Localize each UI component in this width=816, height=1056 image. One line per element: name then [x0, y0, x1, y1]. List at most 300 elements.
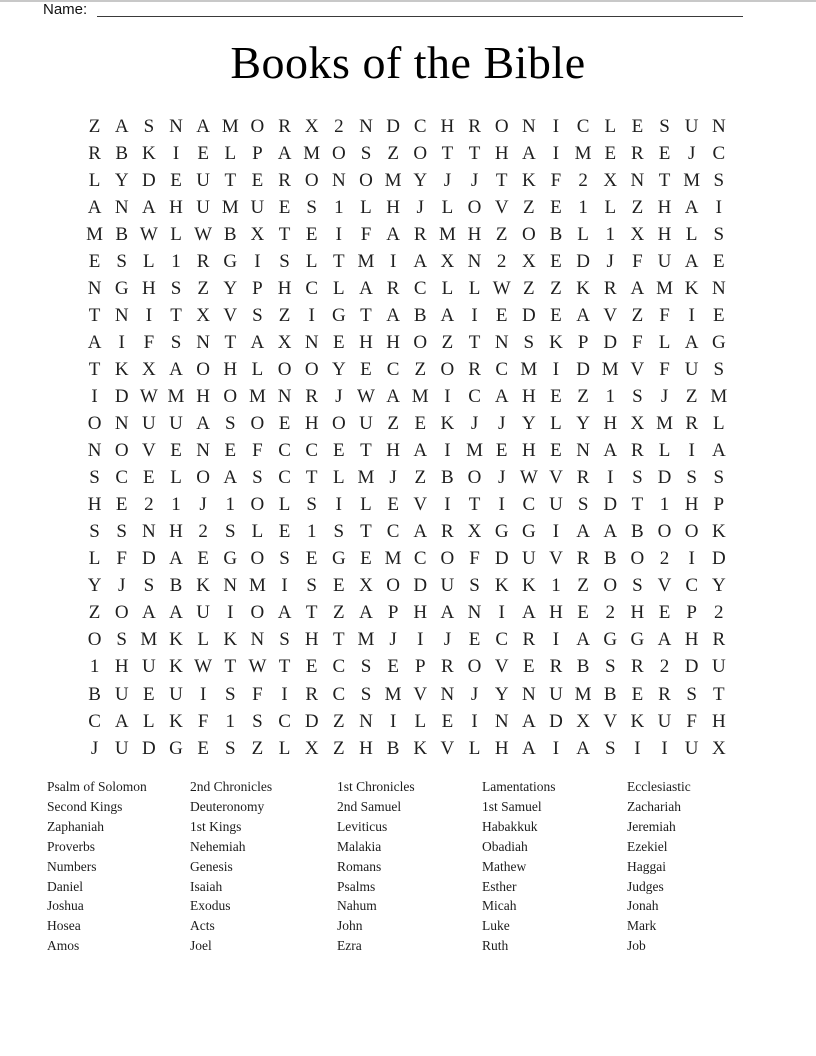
grid-cell: G — [223, 548, 238, 570]
grid-cell: R — [576, 467, 590, 489]
grid-cell: D — [576, 358, 590, 380]
grid-cell: A — [114, 710, 129, 732]
grid-cell: B — [223, 223, 237, 245]
grid-cell: D — [657, 467, 672, 489]
grid-cell: X — [521, 250, 536, 272]
grid-cell: G — [711, 331, 726, 353]
grid-cell: J — [416, 196, 424, 218]
grid-cell: F — [550, 169, 562, 191]
grid-cell: B — [549, 223, 563, 245]
grid-cell: V — [657, 575, 672, 597]
grid-cell: K — [141, 142, 156, 164]
grid-cell: J — [470, 683, 479, 705]
grid-cell: R — [305, 683, 319, 705]
grid-cell: D — [494, 548, 509, 570]
grid-cell: F — [252, 440, 263, 462]
grid-cell: J — [470, 169, 479, 191]
grid-cell: S — [143, 115, 155, 137]
grid-cell: E — [387, 494, 399, 516]
grid-cell: K — [521, 169, 536, 191]
grid-cell: U — [549, 683, 563, 705]
word-list-column — [482, 777, 555, 956]
grid-cell: I — [308, 304, 315, 326]
grid-cell: K — [114, 358, 129, 380]
grid-cell: P — [713, 494, 725, 516]
grid-cell: D — [684, 656, 699, 678]
grid-cell: L — [88, 548, 101, 570]
word-list-item: Jonah — [627, 898, 659, 914]
grid-cell: E — [550, 196, 562, 218]
word-list-item: Esther — [482, 878, 517, 894]
name-fill-in-line[interactable] — [97, 16, 743, 17]
grid-cell: M — [466, 440, 483, 462]
grid-cell: O — [440, 548, 455, 570]
grid-cell: U — [684, 358, 699, 380]
grid-cell: L — [441, 196, 454, 218]
grid-cell: I — [634, 737, 641, 759]
grid-cell: W — [357, 385, 375, 407]
grid-cell: E — [523, 656, 535, 678]
grid-cell: O — [250, 548, 265, 570]
grid-cell: S — [306, 196, 317, 218]
word-list-item: 1st Kings — [190, 818, 242, 834]
grid-cell: A — [386, 304, 400, 326]
grid-cell: R — [441, 656, 454, 678]
grid-cell: R — [603, 277, 617, 299]
word-list-item: Job — [627, 938, 646, 954]
grid-cell: A — [277, 602, 292, 624]
grid-cell: N — [467, 250, 482, 272]
grid-cell: M — [248, 385, 266, 407]
grid-cell: X — [359, 575, 373, 597]
grid-cell: U — [711, 656, 726, 678]
grid-cell: A — [440, 304, 455, 326]
grid-cell: O — [413, 142, 428, 164]
grid-cell: A — [684, 196, 699, 218]
grid-cell: L — [88, 169, 101, 191]
grid-cell: I — [552, 521, 560, 543]
grid-cell: B — [115, 223, 129, 245]
grid-cell: W — [139, 385, 158, 407]
grid-cell: E — [550, 440, 562, 462]
grid-cell: L — [224, 142, 237, 164]
grid-cell: R — [468, 358, 481, 380]
grid-cell: R — [631, 656, 644, 678]
word-list-item: Mark — [627, 918, 657, 934]
grid-cell: J — [606, 250, 614, 272]
grid-cell: L — [251, 358, 264, 380]
grid-cell: A — [413, 440, 428, 462]
grid-cell: 2 — [198, 521, 208, 543]
grid-cell: R — [305, 385, 319, 407]
grid-cell: Z — [523, 277, 535, 299]
word-list-item: Lamentations — [482, 779, 556, 794]
grid-cell: H — [494, 737, 509, 759]
grid-cell: K — [630, 710, 645, 732]
grid-cell: O — [494, 115, 509, 137]
grid-cell: U — [684, 737, 699, 759]
grid-cell: O — [250, 115, 265, 137]
grid-cell: B — [603, 683, 617, 705]
grid-cell: A — [413, 250, 428, 272]
grid-cell: E — [387, 656, 399, 678]
grid-cell: O — [521, 223, 536, 245]
grid-cell: C — [522, 494, 536, 516]
grid-cell: Z — [495, 223, 508, 245]
grid-cell: K — [576, 277, 590, 299]
grid-cell: D — [141, 737, 156, 759]
grid-cell: M — [384, 683, 402, 705]
grid-cell: X — [277, 331, 292, 353]
grid-cell: A — [87, 196, 102, 218]
grid-cell: S — [224, 737, 236, 759]
grid-cell: H — [277, 277, 292, 299]
grid-cell: A — [413, 521, 428, 543]
grid-cell: N — [114, 196, 129, 218]
grid-cell: O — [440, 358, 455, 380]
grid-cell: S — [170, 331, 182, 353]
grid-cell: I — [471, 710, 478, 732]
grid-cell: L — [360, 196, 372, 218]
grid-cell: E — [333, 440, 345, 462]
grid-cell: Z — [631, 304, 644, 326]
grid-cell: L — [251, 521, 264, 543]
word-list-item: Joel — [190, 938, 212, 954]
grid-cell: U — [521, 548, 536, 570]
grid-cell: 1 — [551, 575, 561, 597]
grid-cell: S — [306, 575, 317, 597]
grid-cell: E — [197, 548, 209, 570]
grid-cell: O — [87, 629, 102, 651]
grid-cell: C — [278, 710, 291, 732]
grid-cell: C — [495, 629, 509, 651]
grid-cell: 1 — [171, 494, 181, 516]
grid-cell: K — [711, 521, 726, 543]
grid-cell: H — [169, 521, 183, 543]
page-title: Books of the Bible — [230, 37, 586, 88]
grid-cell: J — [90, 737, 99, 759]
grid-cell: M — [221, 196, 239, 218]
word-list-item: John — [337, 918, 363, 934]
grid-cell: M — [601, 358, 619, 380]
grid-cell: D — [711, 548, 726, 570]
grid-cell: C — [712, 142, 726, 164]
grid-cell: S — [713, 169, 725, 191]
grid-cell: S — [577, 494, 589, 516]
grid-cell: V — [603, 304, 618, 326]
grid-cell: I — [172, 142, 180, 164]
grid-cell: E — [224, 440, 237, 462]
grid-cell: A — [277, 142, 292, 164]
grid-cell: L — [550, 413, 562, 435]
grid-cell: I — [417, 629, 424, 651]
word-list-item: Malakia — [337, 838, 382, 854]
grid-cell: N — [87, 277, 102, 299]
grid-cell: E — [143, 683, 155, 705]
grid-cell: K — [521, 575, 536, 597]
grid-cell: S — [252, 304, 263, 326]
grid-cell: S — [252, 467, 263, 489]
grid-cell: E — [115, 494, 128, 516]
grid-cell: I — [199, 683, 207, 705]
grid-cell: O — [304, 358, 319, 380]
grid-cell: I — [254, 250, 261, 272]
grid-cell: S — [632, 385, 643, 407]
grid-cell: A — [440, 602, 455, 624]
grid-cell: Z — [88, 115, 101, 137]
grid-cell: L — [305, 250, 318, 272]
grid-cell: D — [304, 710, 319, 732]
grid-cell: D — [141, 169, 156, 191]
grid-cell: C — [685, 575, 698, 597]
grid-cell: B — [441, 467, 454, 489]
word-list-column — [627, 777, 691, 956]
grid-cell: X — [576, 710, 590, 732]
grid-cell: W — [519, 467, 538, 489]
grid-cell: G — [169, 737, 183, 759]
grid-cell: A — [630, 277, 645, 299]
grid-cell: L — [170, 223, 182, 245]
grid-cell: S — [116, 250, 127, 272]
grid-cell: B — [603, 548, 617, 570]
grid-cell: Y — [87, 575, 102, 597]
grid-cell: L — [658, 440, 671, 462]
grid-cell: J — [389, 467, 397, 489]
grid-cell: Z — [387, 413, 399, 435]
grid-cell: S — [604, 737, 616, 759]
grid-cell: E — [197, 142, 209, 164]
grid-cell: Z — [278, 304, 291, 326]
grid-cell: Z — [333, 602, 345, 624]
grid-cell: 2 — [578, 169, 588, 191]
grid-cell: L — [333, 467, 345, 489]
grid-cell: I — [607, 467, 614, 489]
grid-cell: H — [386, 196, 400, 218]
word-list-column — [337, 777, 415, 956]
grid-cell: I — [552, 737, 560, 759]
grid-cell: S — [360, 683, 372, 705]
grid-cell: A — [169, 548, 183, 570]
grid-cell: U — [141, 656, 156, 678]
grid-cell: V — [603, 710, 618, 732]
grid-cell: 2 — [659, 656, 670, 678]
grid-cell: N — [196, 331, 210, 353]
grid-cell: F — [632, 250, 643, 272]
grid-cell: T — [631, 494, 644, 516]
grid-cell: C — [413, 115, 427, 137]
grid-cell: O — [467, 196, 482, 218]
grid-cell: B — [413, 304, 427, 326]
grid-cell: H — [521, 385, 536, 407]
grid-cell: O — [359, 169, 373, 191]
grid-cell: T — [468, 331, 481, 353]
grid-cell: N — [114, 304, 129, 326]
word-list-item: Second Kings — [47, 798, 123, 814]
grid-cell: I — [552, 358, 560, 380]
grid-cell: O — [250, 413, 265, 435]
grid-cell: L — [577, 223, 589, 245]
grid-cell: N — [223, 575, 238, 597]
grid-cell: A — [494, 385, 509, 407]
word-list-item: Daniel — [47, 878, 83, 894]
grid-cell: C — [332, 656, 346, 678]
grid-cell: I — [91, 385, 98, 407]
grid-cell: O — [603, 575, 618, 597]
grid-cell: M — [86, 223, 104, 245]
grid-cell: A — [169, 358, 183, 380]
grid-cell: H — [304, 629, 319, 651]
grid-cell: N — [196, 440, 210, 462]
grid-cell: I — [281, 575, 288, 597]
word-list-item: Exodus — [190, 898, 231, 914]
grid-cell: A — [684, 331, 699, 353]
grid-cell: L — [197, 629, 209, 651]
word-list-item: Micah — [482, 898, 517, 914]
grid-cell: H — [169, 196, 183, 218]
grid-cell: 1 — [334, 196, 344, 218]
grid-cell: A — [576, 304, 590, 326]
grid-cell: J — [687, 142, 696, 164]
word-list-item: Acts — [190, 918, 215, 934]
grid-cell: N — [87, 440, 102, 462]
grid-cell: X — [196, 304, 210, 326]
grid-cell: G — [521, 521, 536, 543]
grid-cell: I — [389, 250, 397, 272]
grid-cell: T — [278, 223, 291, 245]
grid-cell: 1 — [225, 494, 236, 516]
grid-cell: O — [196, 467, 210, 489]
grid-cell: Z — [577, 575, 589, 597]
grid-cell: U — [440, 575, 455, 597]
grid-cell: E — [305, 223, 318, 245]
grid-cell: 1 — [171, 250, 181, 272]
grid-cell: C — [278, 467, 291, 489]
grid-cell: L — [468, 737, 481, 759]
grid-cell: M — [303, 142, 321, 164]
grid-cell: S — [170, 277, 182, 299]
grid-cell: U — [657, 710, 672, 732]
grid-cell: N — [250, 629, 265, 651]
grid-cell: 2 — [496, 250, 507, 272]
grid-cell: B — [576, 656, 590, 678]
word-list-item: Joshua — [47, 898, 84, 914]
grid-cell: C — [305, 440, 319, 462]
grid-cell: J — [443, 629, 452, 651]
grid-cell: Z — [523, 196, 535, 218]
grid-cell: A — [223, 467, 238, 489]
grid-cell: W — [248, 656, 267, 678]
grid-cell: I — [227, 602, 234, 624]
grid-cell: I — [688, 440, 695, 462]
grid-cell: L — [468, 277, 481, 299]
grid-cell: E — [550, 385, 562, 407]
grid-cell: H — [359, 737, 373, 759]
grid-cell: B — [88, 683, 101, 705]
grid-cell: H — [603, 413, 618, 435]
grid-cell: V — [630, 358, 645, 380]
grid-cell: V — [549, 548, 563, 570]
grid-cell: L — [143, 710, 155, 732]
grid-cell: M — [248, 575, 266, 597]
grid-cell: C — [576, 115, 590, 137]
grid-cell: M — [656, 277, 673, 299]
grid-cell: I — [471, 304, 478, 326]
grid-cell: I — [715, 196, 722, 218]
grid-cell: A — [521, 710, 536, 732]
grid-cell: A — [603, 440, 618, 462]
grid-cell: B — [169, 575, 183, 597]
grid-cell: S — [523, 331, 535, 353]
word-list-item: Proverbs — [47, 838, 95, 854]
grid-cell: L — [604, 196, 617, 218]
grid-cell: G — [114, 277, 129, 299]
grid-cell: H — [440, 115, 455, 137]
grid-cell: V — [413, 494, 428, 516]
grid-cell: M — [574, 142, 592, 164]
grid-cell: L — [658, 331, 671, 353]
grid-cell: G — [331, 548, 346, 570]
grid-cell: E — [604, 142, 617, 164]
grid-cell: J — [118, 575, 126, 597]
grid-cell: Y — [223, 277, 238, 299]
grid-cell: M — [384, 548, 402, 570]
grid-cell: E — [495, 304, 508, 326]
grid-cell: M — [167, 385, 185, 407]
grid-cell: F — [116, 548, 127, 570]
grid-cell: T — [88, 358, 101, 380]
grid-cell: A — [521, 737, 536, 759]
grid-cell: B — [631, 521, 644, 543]
grid-cell: 2 — [714, 602, 724, 624]
grid-cell: S — [604, 656, 616, 678]
grid-cell: E — [658, 142, 671, 164]
grid-cell: Z — [414, 467, 427, 489]
grid-cell: E — [360, 548, 372, 570]
word-list-item: Amos — [47, 938, 80, 954]
grid-cell: N — [359, 710, 373, 732]
grid-cell: H — [467, 223, 482, 245]
grid-cell: D — [603, 494, 618, 516]
grid-cell: R — [631, 440, 644, 462]
grid-cell: M — [384, 169, 402, 191]
grid-cell: H — [549, 602, 563, 624]
grid-cell: O — [114, 602, 129, 624]
grid-cell: E — [631, 683, 644, 705]
grid-cell: I — [661, 737, 668, 759]
grid-cell: J — [199, 494, 207, 516]
grid-cell: I — [118, 331, 125, 353]
grid-cell: N — [169, 115, 183, 137]
grid-cell: O — [114, 440, 129, 462]
grid-cell: E — [441, 710, 454, 732]
grid-cell: Y — [114, 169, 129, 191]
grid-cell: E — [88, 250, 101, 272]
grid-cell: D — [141, 548, 156, 570]
grid-cell: M — [357, 629, 375, 651]
grid-cell: S — [279, 548, 290, 570]
grid-cell: O — [304, 169, 319, 191]
grid-cell: A — [114, 115, 129, 137]
grid-cell: A — [684, 250, 699, 272]
grid-cell: H — [684, 629, 699, 651]
grid-cell: Z — [387, 142, 399, 164]
grid-cell: T — [88, 304, 101, 326]
grid-cell: T — [360, 440, 372, 462]
grid-cell: O — [630, 548, 645, 570]
grid-cell: N — [630, 169, 645, 191]
grid-cell: T — [333, 629, 345, 651]
grid-cell: V — [494, 656, 509, 678]
